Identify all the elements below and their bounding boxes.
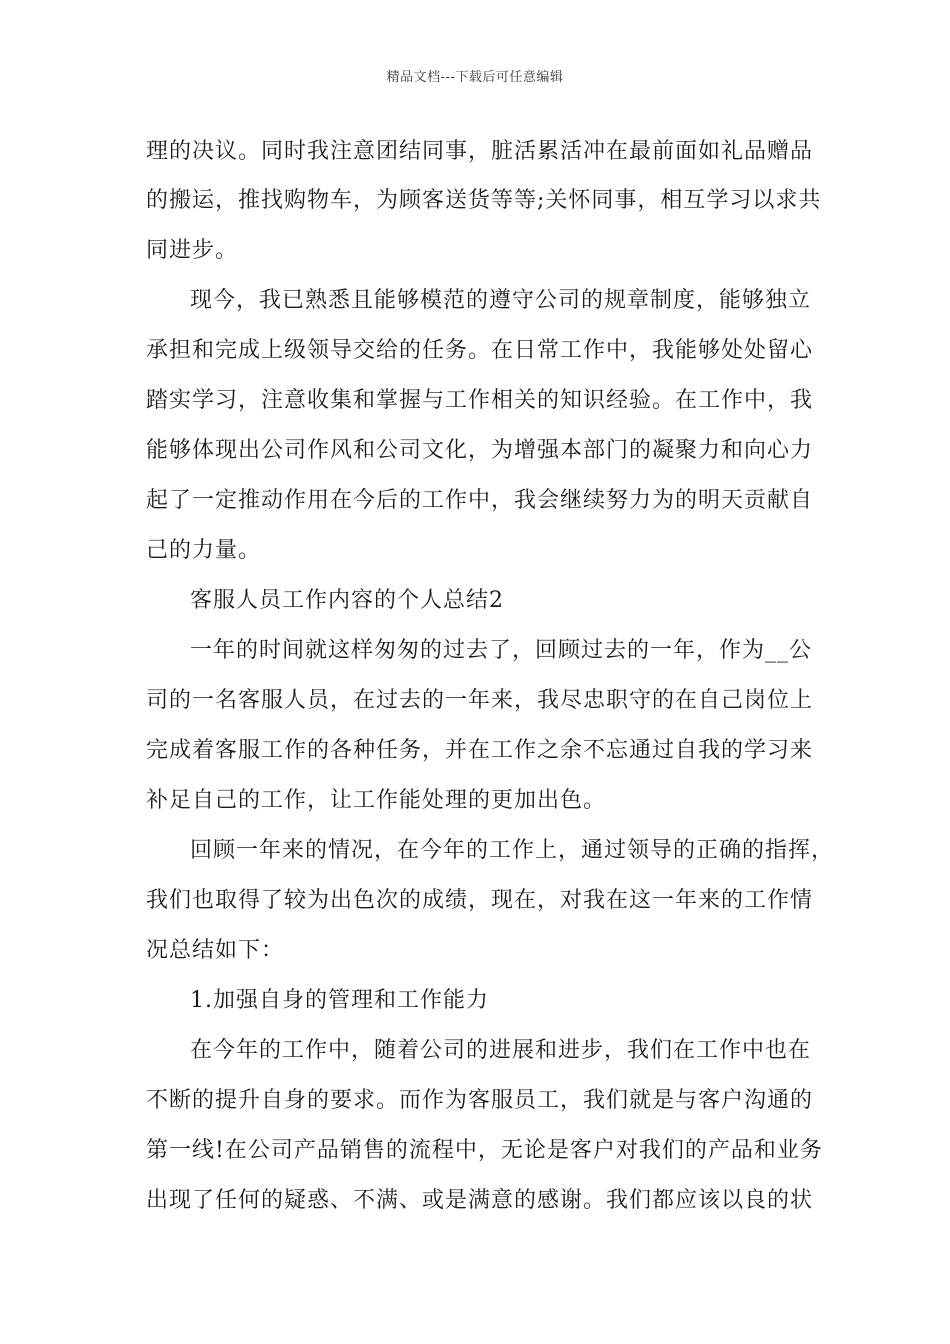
text-line: 司的一名客服人员，在过去的一年来，我尽忠职守的在自己岗位上 bbox=[146, 688, 814, 713]
section-title: 客服人员工作内容的个人总结2 bbox=[190, 588, 504, 613]
text-line: 己的力量。 bbox=[146, 538, 262, 563]
paragraph-first-line: 回顾一年来的情况，在今年的工作上，通过领导的正确的指挥， bbox=[190, 838, 835, 863]
text-line: 能够体现出公司作风和公司文化，为增强本部门的凝聚力和向心力 bbox=[146, 438, 814, 463]
paragraph-first-line: 在今年的工作中，随着公司的进展和进步，我们在工作中也在 bbox=[190, 1038, 812, 1063]
text-line: 我们也取得了较为出色次的成绩，现在，对我在这一年来的工作情 bbox=[146, 888, 814, 913]
text-line: 补足自己的工作，让工作能处理的更加出色。 bbox=[146, 788, 607, 813]
list-heading: 1.加强自身的管理和工作能力 bbox=[190, 988, 489, 1013]
text-line: 完成着客服工作的各种任务，并在工作之余不忘通过自我的学习来 bbox=[146, 738, 814, 763]
text-line: 同进步。 bbox=[146, 238, 239, 263]
text-line: 不断的提升自身的要求。而作为客服员工，我们就是与客户沟通的 bbox=[146, 1088, 814, 1113]
text-line: 踏实学习，注意收集和掌握与工作相关的知识经验。在工作中，我 bbox=[146, 388, 814, 413]
text-line: 起了一定推动作用在今后的工作中，我会继续努力为的明天贡献自 bbox=[146, 488, 814, 513]
paragraph-first-line: 现今，我已熟悉且能够模范的遵守公司的规章制度，能够独立 bbox=[190, 288, 812, 313]
text-line: 的搬运，推找购物车，为顾客送货等等;关怀同事，相互学习以求共 bbox=[146, 188, 822, 213]
text-line: 出现了任何的疑惑、不满、或是满意的感谢。我们都应该以良的状 bbox=[146, 1188, 814, 1213]
paragraph-first-line: 一年的时间就这样匆匆的过去了，回顾过去的一年，作为__公 bbox=[190, 638, 813, 663]
text-line: 第一线!在公司产品销售的流程中，无论是客户对我们的产品和业务 bbox=[146, 1138, 823, 1163]
page-header: 精品文档---下载后可任意编辑 bbox=[386, 70, 564, 85]
text-line: 况总结如下： bbox=[146, 938, 285, 963]
text-line: 承担和完成上级领导交给的任务。在日常工作中，我能够处处留心 bbox=[146, 338, 814, 363]
text-line: 理的决议。同时我注意团结同事，脏活累活冲在最前面如礼品赠品 bbox=[146, 139, 814, 164]
